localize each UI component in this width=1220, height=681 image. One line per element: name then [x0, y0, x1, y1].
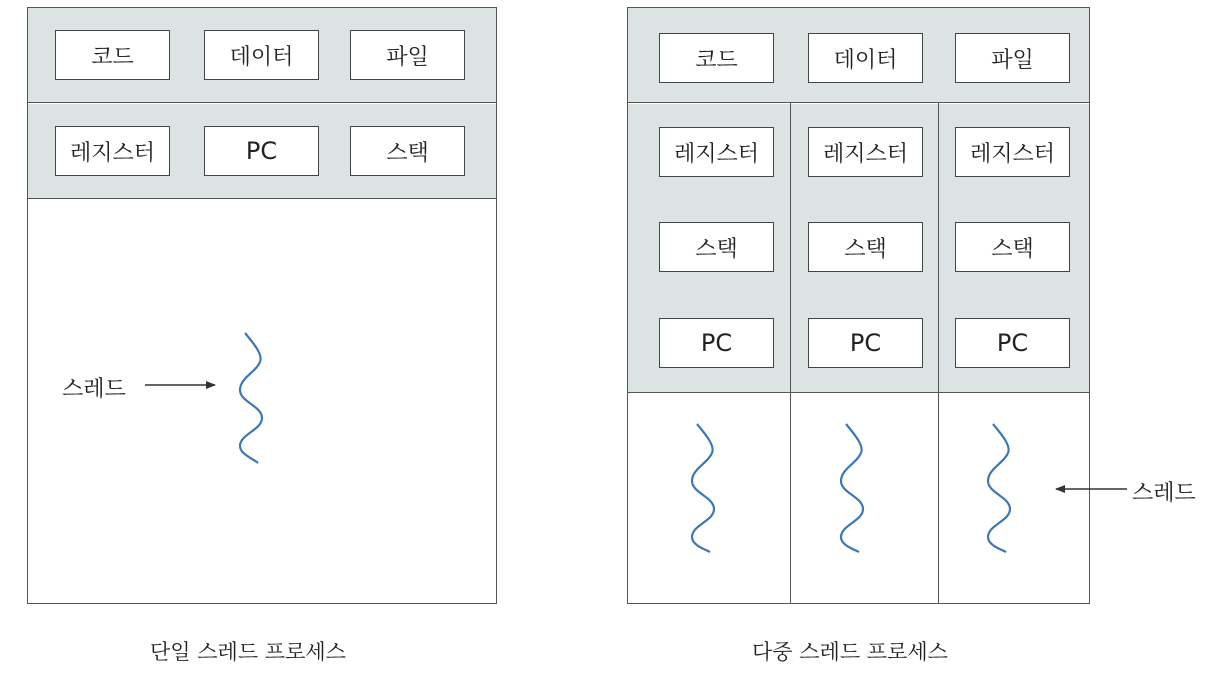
- multi-caption: 다중 스레드 프로세스: [752, 640, 948, 664]
- multi-code-box: 코드: [659, 33, 774, 83]
- multi-thread3-register-box: 레지스터: [955, 127, 1070, 177]
- single-thread-wave: [240, 333, 262, 463]
- multi-thread3-stack-box: 스택: [955, 222, 1070, 272]
- single-caption: 단일 스레드 프로세스: [150, 640, 346, 664]
- single-code-box: 코드: [55, 30, 170, 80]
- single-thread-label: 스레드: [62, 377, 126, 402]
- multi-thread2-wave: [841, 424, 863, 552]
- multi-thread1-stack-box: 스택: [659, 222, 774, 272]
- single-data-box: 데이터: [204, 30, 319, 80]
- multi-thread1-register-box: 레지스터: [659, 127, 774, 177]
- multi-thread2-stack-box: 스택: [808, 222, 923, 272]
- multi-thread3-wave: [988, 424, 1010, 552]
- multi-data-box: 데이터: [808, 33, 923, 83]
- multi-thread2-register-box: 레지스터: [808, 127, 923, 177]
- multi-thread1-pc-box: PC: [659, 318, 774, 368]
- single-register-box: 레지스터: [55, 126, 170, 176]
- single-stack-box: 스택: [350, 126, 465, 176]
- single-pc-box: PC: [204, 126, 319, 176]
- multi-thread-label: 스레드: [1132, 481, 1196, 506]
- multi-thread3-pc-box: PC: [955, 318, 1070, 368]
- multi-file-box: 파일: [955, 33, 1070, 83]
- single-file-box: 파일: [350, 30, 465, 80]
- multi-thread2-pc-box: PC: [808, 318, 923, 368]
- multi-thread1-wave: [692, 424, 714, 552]
